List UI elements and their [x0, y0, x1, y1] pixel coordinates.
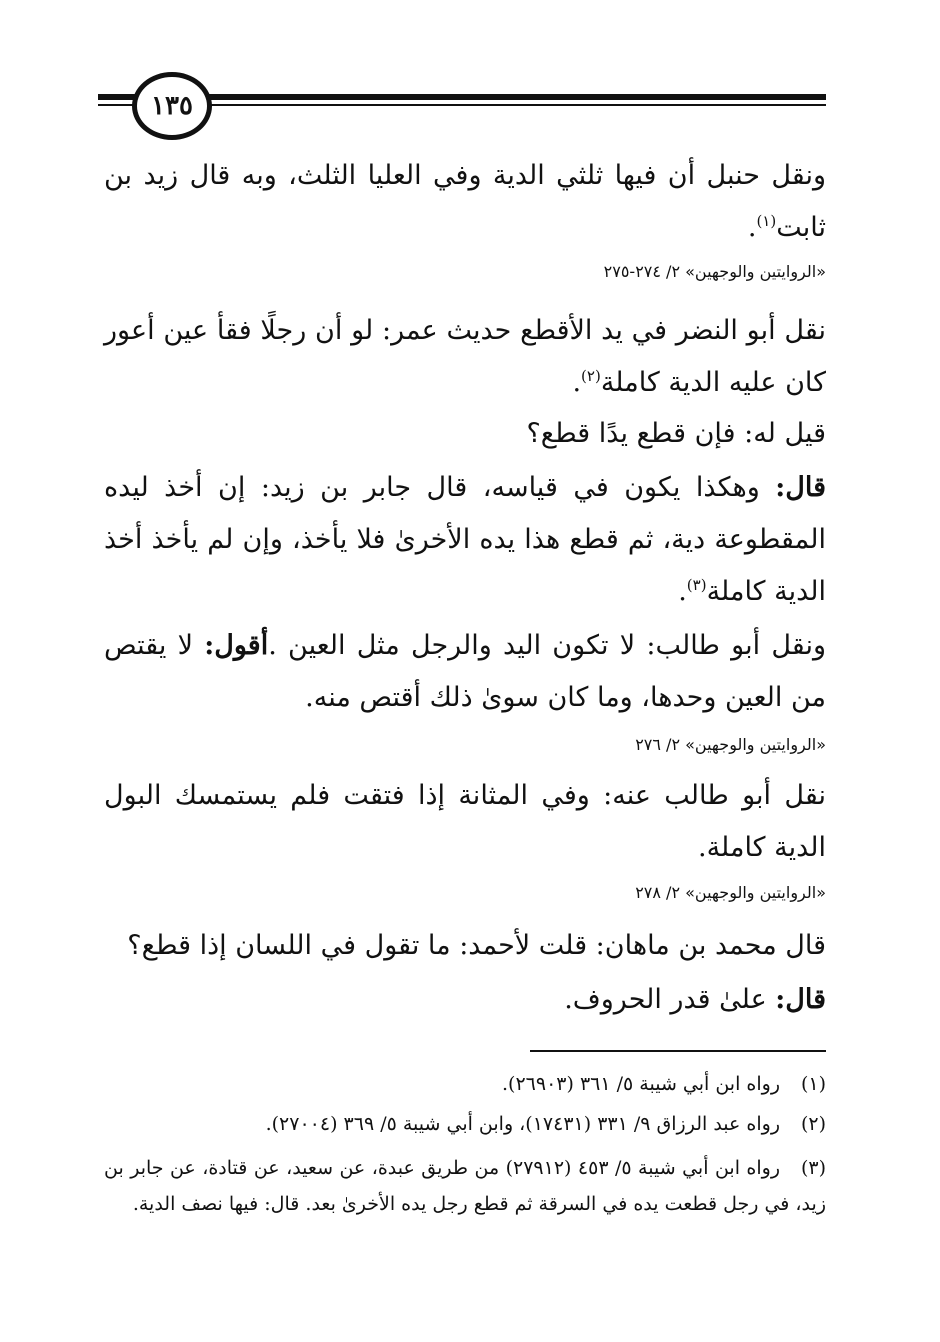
footnote-separator [530, 1050, 826, 1052]
paragraph-2: نقل أبو النضر في يد الأقطع حديث عمر: لو أن رجلًا فقأ عين أعور كان عليه الدية كاملة$^{(٢)}$. [104, 315, 826, 398]
paragraph-6 [104, 770, 826, 874]
page-header [98, 72, 826, 136]
paragraph-1: ونقل حنبل أن فيها ثلثي الدية وفي العليا الثلث، وبه قال زيد بن ثابت$^{(١)}$. [104, 160, 826, 243]
footnote-ref: (٢) [581, 367, 601, 385]
page-number-circle [132, 72, 212, 140]
paragraph-text: علىٰ قدر الحروف. [564, 984, 776, 1015]
paragraph-text: لا يقتص من العين وحدها، وما كان سوىٰ ذلك أقتص منه. [104, 630, 826, 713]
paragraph-text: وهكذا يكون في قياسه، قال جابر بن زيد: إن أخذ ليده المقطوعة دية، ثم قطع هذا يده الأخرىٰ فلا يأخذ، وإن لم يأخذ أخذ الدية كاملة [104, 472, 826, 607]
source-citation: «الروايتين والوجهين» ٢/ ٢٧٤-٢٧٥ [603, 262, 826, 281]
footnote-text: رواه ابن أبي شيبة ٥/ ٤٥٣ (٢٧٩١٢) من طريق عبدة، عن سعيد، عن قتادة، عن جابر بن زيد، في رجل قطعت يده في السرقة ثم قطع رجل يده الأخرىٰ بعد. قال: فيها نصف الدية. [104, 1157, 826, 1215]
footnote-text: رواه ابن أبي شيبة ٥/ ٣٦١ (٢٦٩٠٣). [502, 1073, 780, 1095]
footnote-ref: (١) [756, 212, 777, 230]
source-citation: «الروايتين والوجهين» ٢/ ٢٧٨ [635, 883, 826, 902]
footnote-3 [104, 1150, 826, 1222]
paragraph-3 [104, 408, 826, 460]
paragraph-text: ونقل حنبل أن فيها ثلثي الدية وفي العليا الثلث، وبه قال زيد بن ثابت [104, 160, 826, 243]
paragraph-text: ونقل أبو طالب: لا تكون اليد والرجل مثل العين . [268, 630, 826, 661]
footnote-ref: (٣) [686, 576, 707, 594]
footnote-text: رواه عبد الرزاق ٩/ ٣٣١ (١٧٤٣١)، وابن أبي شيبة ٥/ ٣٦٩ (٢٧٠٠٤). [265, 1113, 780, 1135]
paragraph-text: قال محمد بن ماهان: قلت لأحمد: ما تقول في اللسان إذا قطع؟ [127, 930, 826, 961]
footnote-1 [104, 1066, 826, 1102]
footnote-number: (٣) [800, 1157, 827, 1179]
footnote-number: (١) [800, 1073, 826, 1095]
footnote-number: (٢) [800, 1113, 826, 1135]
paragraph-4: قال: وهكذا يكون في قياسه، قال جابر بن زيد: إن أخذ ليده المقطوعة دية، ثم قطع هذا يده الأخرىٰ فلا يأخذ، وإن لم يأخذ أخذ الدية كاملة$^{(٣)}$. [104, 472, 826, 607]
author-label: أقول: [204, 630, 269, 661]
speaker-label: قال: [775, 472, 826, 503]
paragraph-5 [104, 620, 826, 724]
paragraph-8 [104, 974, 826, 1026]
source-citation: «الروايتين والوجهين» ٢/ ٢٧٦ [635, 735, 826, 754]
paragraph-text: نقل أبو طالب عنه: وفي المثانة إذا فتقت فلم يستمسك البول الدية كاملة. [104, 780, 826, 863]
paragraph-text: قيل له: فإن قطع يدًا قطع؟ [526, 418, 826, 449]
paragraph-text: نقل أبو النضر في يد الأقطع حديث عمر: لو أن رجلًا فقأ عين أعور كان عليه الدية كاملة [104, 315, 826, 398]
paragraph-7 [104, 920, 826, 972]
speaker-label: قال: [775, 984, 826, 1015]
page-number: ١٣٥ [151, 91, 193, 121]
footnote-2 [104, 1106, 826, 1142]
